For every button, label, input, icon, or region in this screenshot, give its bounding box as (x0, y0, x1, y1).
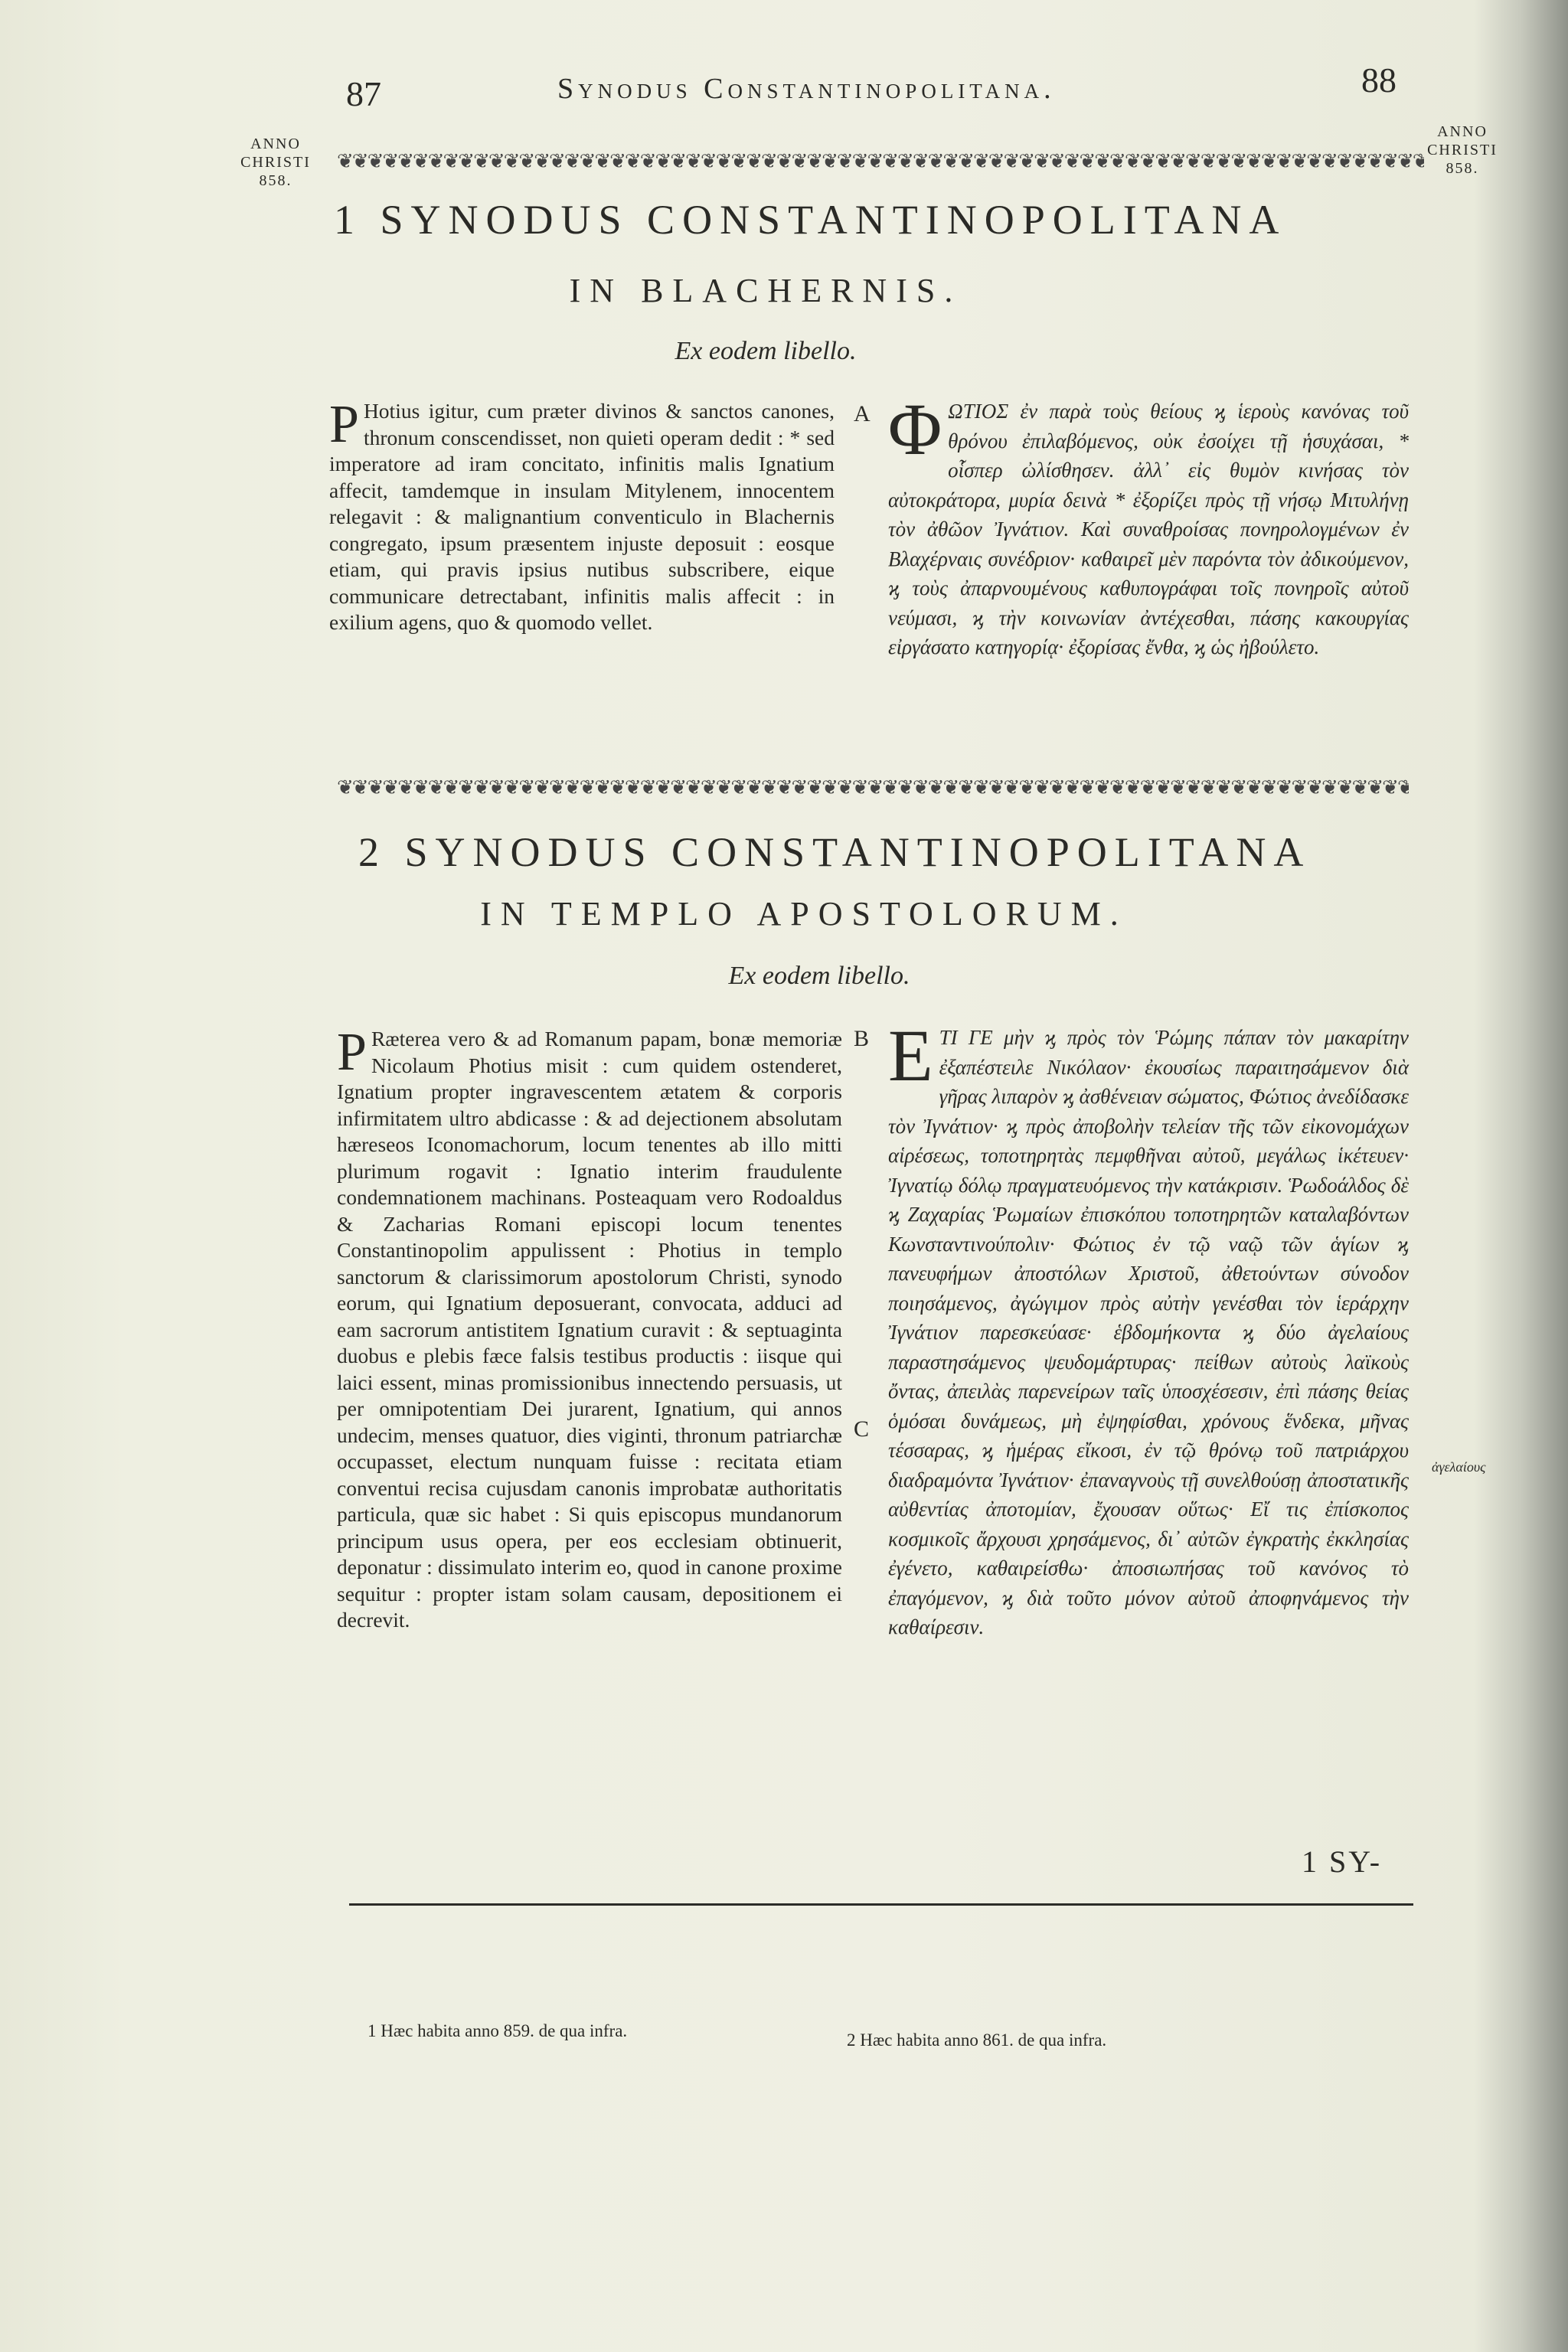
footnote-1: 1 Hæc habita anno 859. de qua infra. (368, 2021, 628, 2040)
greek-body: ΤΙ ΓΕ μὴν ϗ πρὸς τὸν Ῥώμης πάπαν τὸν μακαρίτην ἐξαπέστειλε Νικόλαον· ἐκουσίως παραιτησάμενον διὰ γῆρας λιπαρὸν ϗ ἀσθένειαν σώματος, Φώτιος ἀνεδίδασκε τὸν Ἰγνάτιον· ϗ πρὸς ἀποβολὴν τελείαν τῆς τῶν εἰκονομάχων αἱρέσεως, τοποτηρητὰς πεμφθῆναι αὐτοῦ, μεγάλως ἱκέτευεν· Ἰγνατίῳ δόλῳ πραγματευόμενος τὴν κατάκρισιν. Ῥωδοάλδος δὲ ϗ Ζαχαρίας Ῥωμαίων ἐπισκόπου τοποτηρητῶν καταλαβόντων Κωνσταντινούπολιν· Φώτιος ἐν τῷ ναῷ τῶν ἁγίων ϗ πανευφήμων ἀποστόλων Χριστοῦ, ἀθετούντων σύνοδον ποιησάμενος, ἀγώγιμον πρὸς αὐτὴν γενέσθαι τὸν ἱεράρχην Ἰγνάτιον παρεσκεύασε· ἑβδομήκοντα ϗ δύο ἀγελαίους παραστησάμενος ψευδομάρτυρας· πείθων αὐτοὺς λαϊκοὺς ὄντας, ἀπειλὰς παρενείρων ταῖς ὑποσχέσεσιν, ἐπὶ πάσης θείας ὁμόσαι δυνάμεως, μὴ ἐψηφίσθαι, χρόνους ἕνδεκα, μῆνας τέσσαρας, ϗ ἡμέρας εἴκοσι, ἐν τῷ θρόνῳ τοῦ πατριάρχου διαδραμόντα Ἰγνάτιον· ἐπαναγνοὺς τῇ συνελθούσῃ ἀποστατικῆς αὐθεντίας ἀποτομίαν, ἔχουσαν οὕτως· Εἴ τις ἐπίσκοπος κοσμικοῖς ἄρχουσι χρησάμενος, δι᾽ αὐτῶν ἐγκρατὴς ἐκκλησίας ἐγένετο, καθαιρείσθω· ἀποσιωπήσας τοῦ κανόνος τὸ ἐπαγόμενον, ϗ διὰ τοῦτο μόνον αὐτοῦ ἀποφηνάμενος τὴν καθαίρεσιν. (888, 1026, 1409, 1638)
latin-body: Ræterea vero & ad Romanum papam, bonæ memoriæ Nicolaum Photius misit : cum quidem ostenderet, Ignatium propter ingravescentem ætatem & corporis infirmitatem ultro abdicasse : & ad dejectionem absolutam hæreseos Iconomachorum, locum tenentes ab illo mitti plurimum rogavit : Ignatio interim fraudulente condemnationem machinans. Posteaquam vero Rodoaldus & Zacharias Romani episcopi locum tenentes Constantinopolim appulissent : Photius in templo sanctorum & clarissimorum apostolorum Christi, synodo eorum, qui Ignatium deposuerant, convocata, adduci ad eam sacrorum antistitem Ignatium curavit : & septuaginta duobus e plebis fæce falsis testibus productis : iisque qui laici essent, minas promissionibus innectendo persuasis, ut per omnipotentiam Dei jurarent, Ignatium, qui annos undecim, menses quatuor, dies viginti, thronum patriarchæ occupasset, electum nunquam fuisse : recitata etiam conventui recisa cujusdam canonis improbatæ authoritatis particula, quæ sic habet : Si quis episcopus mundanorum principum usus opera, per eos ecclesiam obtinuerit, deponatur : dissimulato interim eo, quod in canone proxime sequitur : propter istam solam causam, depositionem ei decrevit. (337, 1027, 842, 1632)
page-number-right: 88 (1361, 60, 1396, 100)
section1-title: 1 SYNODUS CONSTANTINOPOLITANA (334, 197, 1287, 243)
margin-note-line: CHRISTI (1427, 142, 1498, 158)
footnote-rule (349, 1903, 1413, 1906)
section2-subtitle: IN TEMPLO APOSTOLORUM. (480, 895, 1128, 933)
section2-source: Ex eodem libello. (728, 962, 910, 990)
section-marker-b: B (854, 1026, 870, 1051)
drop-cap: P (329, 395, 359, 454)
latin-body: Hotius igitur, cum præter divinos & sanctos canones, thronum conscendisset, non quieti operam dedit : * sed imperatore ad iram concitato, infinitis malis Ignatium affecit, tamdemque in insulam Mitylenem, innocentem relegavit : & malignantium conventiculo in Blachernis congregato, ipsum præsentem injuste deposuit : eosque etiam, qui pravis ipsius nutibus subscribere, eique communicare detrectabant, infinitis malis affecit : in exilium agens, quo & quomodo vellet. (329, 399, 835, 634)
running-title: Synodus Constantinopolitana. (557, 73, 1056, 105)
footnote-2: 2 Hæc habita anno 861. de qua infra. (847, 2030, 1107, 2050)
page-number-left: 87 (346, 74, 381, 113)
margin-note-right (1416, 122, 1508, 178)
section2-title: 2 SYNODUS CONSTANTINOPOLITANA (358, 829, 1312, 875)
margin-gloss: ἀγελαίους (1432, 1459, 1486, 1475)
section1-latin-text (329, 395, 835, 636)
margin-note-left (230, 135, 322, 190)
margin-note-line: ANNO (1437, 123, 1488, 140)
ornament-band (337, 778, 1409, 798)
greek-initial: Φ (888, 388, 942, 470)
ornament-band (337, 152, 1424, 172)
margin-note-line: ANNO (250, 136, 301, 152)
section2-greek-text (888, 1014, 1409, 1642)
greek-initial: Ε (888, 1014, 933, 1096)
section1-greek-text (888, 388, 1409, 662)
margin-note-line: CHRISTI (240, 154, 311, 171)
section-marker-a: A (854, 401, 871, 426)
drop-cap: P (337, 1023, 367, 1082)
margin-note-line: 858. (259, 172, 292, 189)
section1-subtitle: IN BLACHERNIS. (569, 272, 962, 309)
margin-note-line: 858. (1446, 160, 1479, 177)
catchword: 1 SY- (1302, 1844, 1383, 1879)
section2-latin-text (337, 1023, 842, 1634)
section1-source: Ex eodem libello. (675, 337, 857, 365)
greek-body: ΩΤΙΟΣ ἐν παρὰ τοὺς θείους ϗ ἱεροὺς κανόνας τοῦ θρόνου ἐπιλαβόμενος, οὐκ ἐσοίχει τῇ ἡσυχάσαι, * οἷσπερ ὠλίσθησεν. ἀλλ᾽ εἰς θυμὸν κινήσας τὸν αὐτοκράτορα, μυρία δεινὰ * ἐξορίζει πρὸς τῇ νήσῳ Μιτυλήνῃ τὸν ἀθῶον Ἰγνάτιον. Καὶ συναθροίσας πονηρολογμένων ἐν Βλαχέρναις συνέδριον· καθαιρεῖ μὲν παρόντα τὸν ἀδικούμενον, ϗ τοὺς ἀπαρνουμένους καθυπογράφαι τοῖς πονηροῖς αὐτοῦ νεύμασι, ϗ τὴν κοινωνίαν ἀντέχεσθαι, πάσης κακουργίας εἰργάσατο κατηγορίᾳ· ἐξορίσας ἔνθα, ϗ ὡς ἠβούλετο. (888, 400, 1409, 658)
section-marker-c: C (854, 1416, 870, 1442)
